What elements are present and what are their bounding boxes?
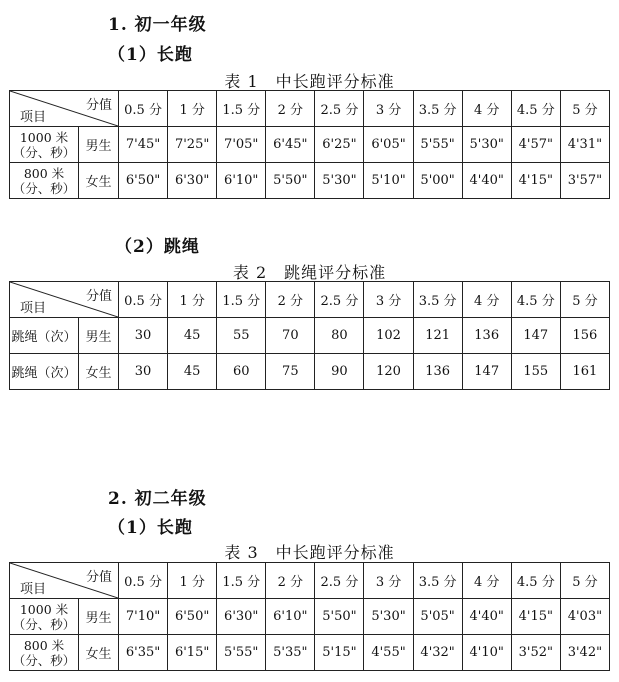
score-header: 4 分 (462, 91, 511, 127)
corner-score-label: 分值 (85, 289, 112, 304)
value-cell: 7'45" (119, 127, 168, 163)
value-cell: 121 (413, 318, 462, 354)
score-header: 3.5 分 (413, 282, 462, 318)
value-cell: 5'50" (266, 163, 315, 199)
score-header: 4.5 分 (511, 282, 560, 318)
gender-cell: 女生 (79, 354, 119, 390)
corner-item-label: 项目 (20, 582, 47, 597)
corner-item-label: 项目 (20, 110, 47, 125)
score-header: 2.5 分 (315, 91, 364, 127)
value-cell: 6'30" (168, 163, 217, 199)
score-header: 3 分 (364, 91, 413, 127)
value-cell: 5'50" (315, 599, 364, 635)
score-header: 1 分 (168, 282, 217, 318)
table2-caption: 表 2 跳绳评分标准 (232, 263, 387, 282)
score-header: 2.5 分 (315, 563, 364, 599)
value-cell: 80 (315, 318, 364, 354)
score-header: 2.5 分 (315, 282, 364, 318)
value-cell: 5'10" (364, 163, 413, 199)
item-cell: 跳绳（次） (10, 354, 79, 390)
value-cell: 5'30" (364, 599, 413, 635)
value-cell: 55 (217, 318, 266, 354)
value-cell: 5'35" (266, 635, 315, 671)
value-cell: 147 (511, 318, 560, 354)
table-header-row (10, 91, 610, 127)
grade2-heading: 2. 初二年级 (108, 489, 207, 509)
value-cell: 161 (560, 354, 609, 390)
score-header: 5 分 (560, 563, 609, 599)
value-cell: 30 (119, 318, 168, 354)
value-cell: 6'10" (217, 163, 266, 199)
value-cell: 5'00" (413, 163, 462, 199)
value-cell: 30 (119, 354, 168, 390)
gender-cell: 男生 (79, 318, 119, 354)
table-corner-cell (10, 282, 119, 318)
value-cell: 6'10" (266, 599, 315, 635)
value-cell: 7'05" (217, 127, 266, 163)
value-cell: 4'31" (560, 127, 609, 163)
value-cell: 90 (315, 354, 364, 390)
value-cell: 4'15" (511, 599, 560, 635)
item-cell: 跳绳（次） (10, 318, 79, 354)
gender-cell: 女生 (79, 163, 119, 199)
score-header: 2 分 (266, 91, 315, 127)
value-cell: 6'50" (119, 163, 168, 199)
score-header: 3 分 (364, 563, 413, 599)
table-row (10, 163, 610, 199)
gender-cell: 男生 (79, 599, 119, 635)
value-cell: 102 (364, 318, 413, 354)
item-unit: （分、秒） (12, 180, 76, 196)
value-cell: 5'30" (315, 163, 364, 199)
score-header: 1.5 分 (217, 282, 266, 318)
item-unit: （分、秒） (12, 616, 76, 632)
score-header: 3 分 (364, 282, 413, 318)
value-cell: 6'15" (168, 635, 217, 671)
table1 (9, 90, 610, 199)
value-cell: 60 (217, 354, 266, 390)
table-corner-cell (10, 91, 119, 127)
value-cell: 155 (511, 354, 560, 390)
score-header: 1.5 分 (217, 563, 266, 599)
item-name: 1000 米 (19, 601, 69, 617)
value-cell: 6'25" (315, 127, 364, 163)
table-row (10, 635, 610, 671)
table-row (10, 318, 610, 354)
value-cell: 6'35" (119, 635, 168, 671)
value-cell: 6'50" (168, 599, 217, 635)
grade1-run-heading: （1）长跑 (108, 45, 193, 65)
gender-cell: 男生 (79, 127, 119, 163)
score-header: 1.5 分 (217, 91, 266, 127)
value-cell: 136 (413, 354, 462, 390)
item-name: 800 米 (23, 165, 65, 181)
item-unit: （分、秒） (12, 652, 76, 668)
value-cell: 5'15" (315, 635, 364, 671)
corner-score-label: 分值 (85, 570, 112, 585)
score-header: 4.5 分 (511, 91, 560, 127)
score-header: 5 分 (560, 91, 609, 127)
value-cell: 75 (266, 354, 315, 390)
item-cell (10, 599, 79, 635)
value-cell: 4'03" (560, 599, 609, 635)
score-header: 4 分 (462, 563, 511, 599)
grade1-heading: 1. 初一年级 (108, 15, 207, 35)
table-row (10, 354, 610, 390)
value-cell: 4'57" (511, 127, 560, 163)
value-cell: 6'45" (266, 127, 315, 163)
value-cell: 4'32" (413, 635, 462, 671)
value-cell: 147 (462, 354, 511, 390)
value-cell: 45 (168, 318, 217, 354)
corner-score-label: 分值 (85, 98, 112, 113)
gender-cell: 女生 (79, 635, 119, 671)
score-header: 4 分 (462, 282, 511, 318)
item-cell (10, 163, 79, 199)
grade2-run-heading: （1）长跑 (108, 518, 193, 538)
item-name: 800 米 (23, 637, 65, 653)
table3 (9, 562, 610, 671)
table-row (10, 599, 610, 635)
value-cell: 4'55" (364, 635, 413, 671)
table1-caption: 表 1 中长跑评分标准 (224, 72, 395, 91)
value-cell: 156 (560, 318, 609, 354)
value-cell: 6'05" (364, 127, 413, 163)
value-cell: 5'55" (217, 635, 266, 671)
score-header: 5 分 (560, 282, 609, 318)
value-cell: 45 (168, 354, 217, 390)
score-header: 2 分 (266, 282, 315, 318)
corner-item-label: 项目 (20, 301, 47, 316)
value-cell: 4'15" (511, 163, 560, 199)
value-cell: 5'30" (462, 127, 511, 163)
table-row (10, 127, 610, 163)
value-cell: 7'25" (168, 127, 217, 163)
value-cell: 4'40" (462, 599, 511, 635)
score-header: 1 分 (168, 91, 217, 127)
table-header-row (10, 563, 610, 599)
item-unit: （分、秒） (12, 144, 76, 160)
score-header: 0.5 分 (119, 91, 168, 127)
value-cell: 4'10" (462, 635, 511, 671)
score-header: 0.5 分 (119, 563, 168, 599)
table-corner-cell (10, 563, 119, 599)
score-header: 2 分 (266, 563, 315, 599)
table-header-row (10, 282, 610, 318)
item-cell (10, 127, 79, 163)
value-cell: 5'55" (413, 127, 462, 163)
grade1-rope-heading: （2）跳绳 (115, 237, 200, 257)
item-name: 1000 米 (19, 129, 69, 145)
value-cell: 3'42" (560, 635, 609, 671)
score-header: 4.5 分 (511, 563, 560, 599)
value-cell: 70 (266, 318, 315, 354)
item-cell (10, 635, 79, 671)
value-cell: 120 (364, 354, 413, 390)
value-cell: 136 (462, 318, 511, 354)
score-header: 0.5 分 (119, 282, 168, 318)
score-header: 3.5 分 (413, 91, 462, 127)
value-cell: 4'40" (462, 163, 511, 199)
table3-caption: 表 3 中长跑评分标准 (224, 543, 395, 562)
score-header: 1 分 (168, 563, 217, 599)
value-cell: 3'57" (560, 163, 609, 199)
value-cell: 5'05" (413, 599, 462, 635)
value-cell: 6'30" (217, 599, 266, 635)
table2 (9, 281, 610, 390)
value-cell: 3'52" (511, 635, 560, 671)
value-cell: 7'10" (119, 599, 168, 635)
score-header: 3.5 分 (413, 563, 462, 599)
